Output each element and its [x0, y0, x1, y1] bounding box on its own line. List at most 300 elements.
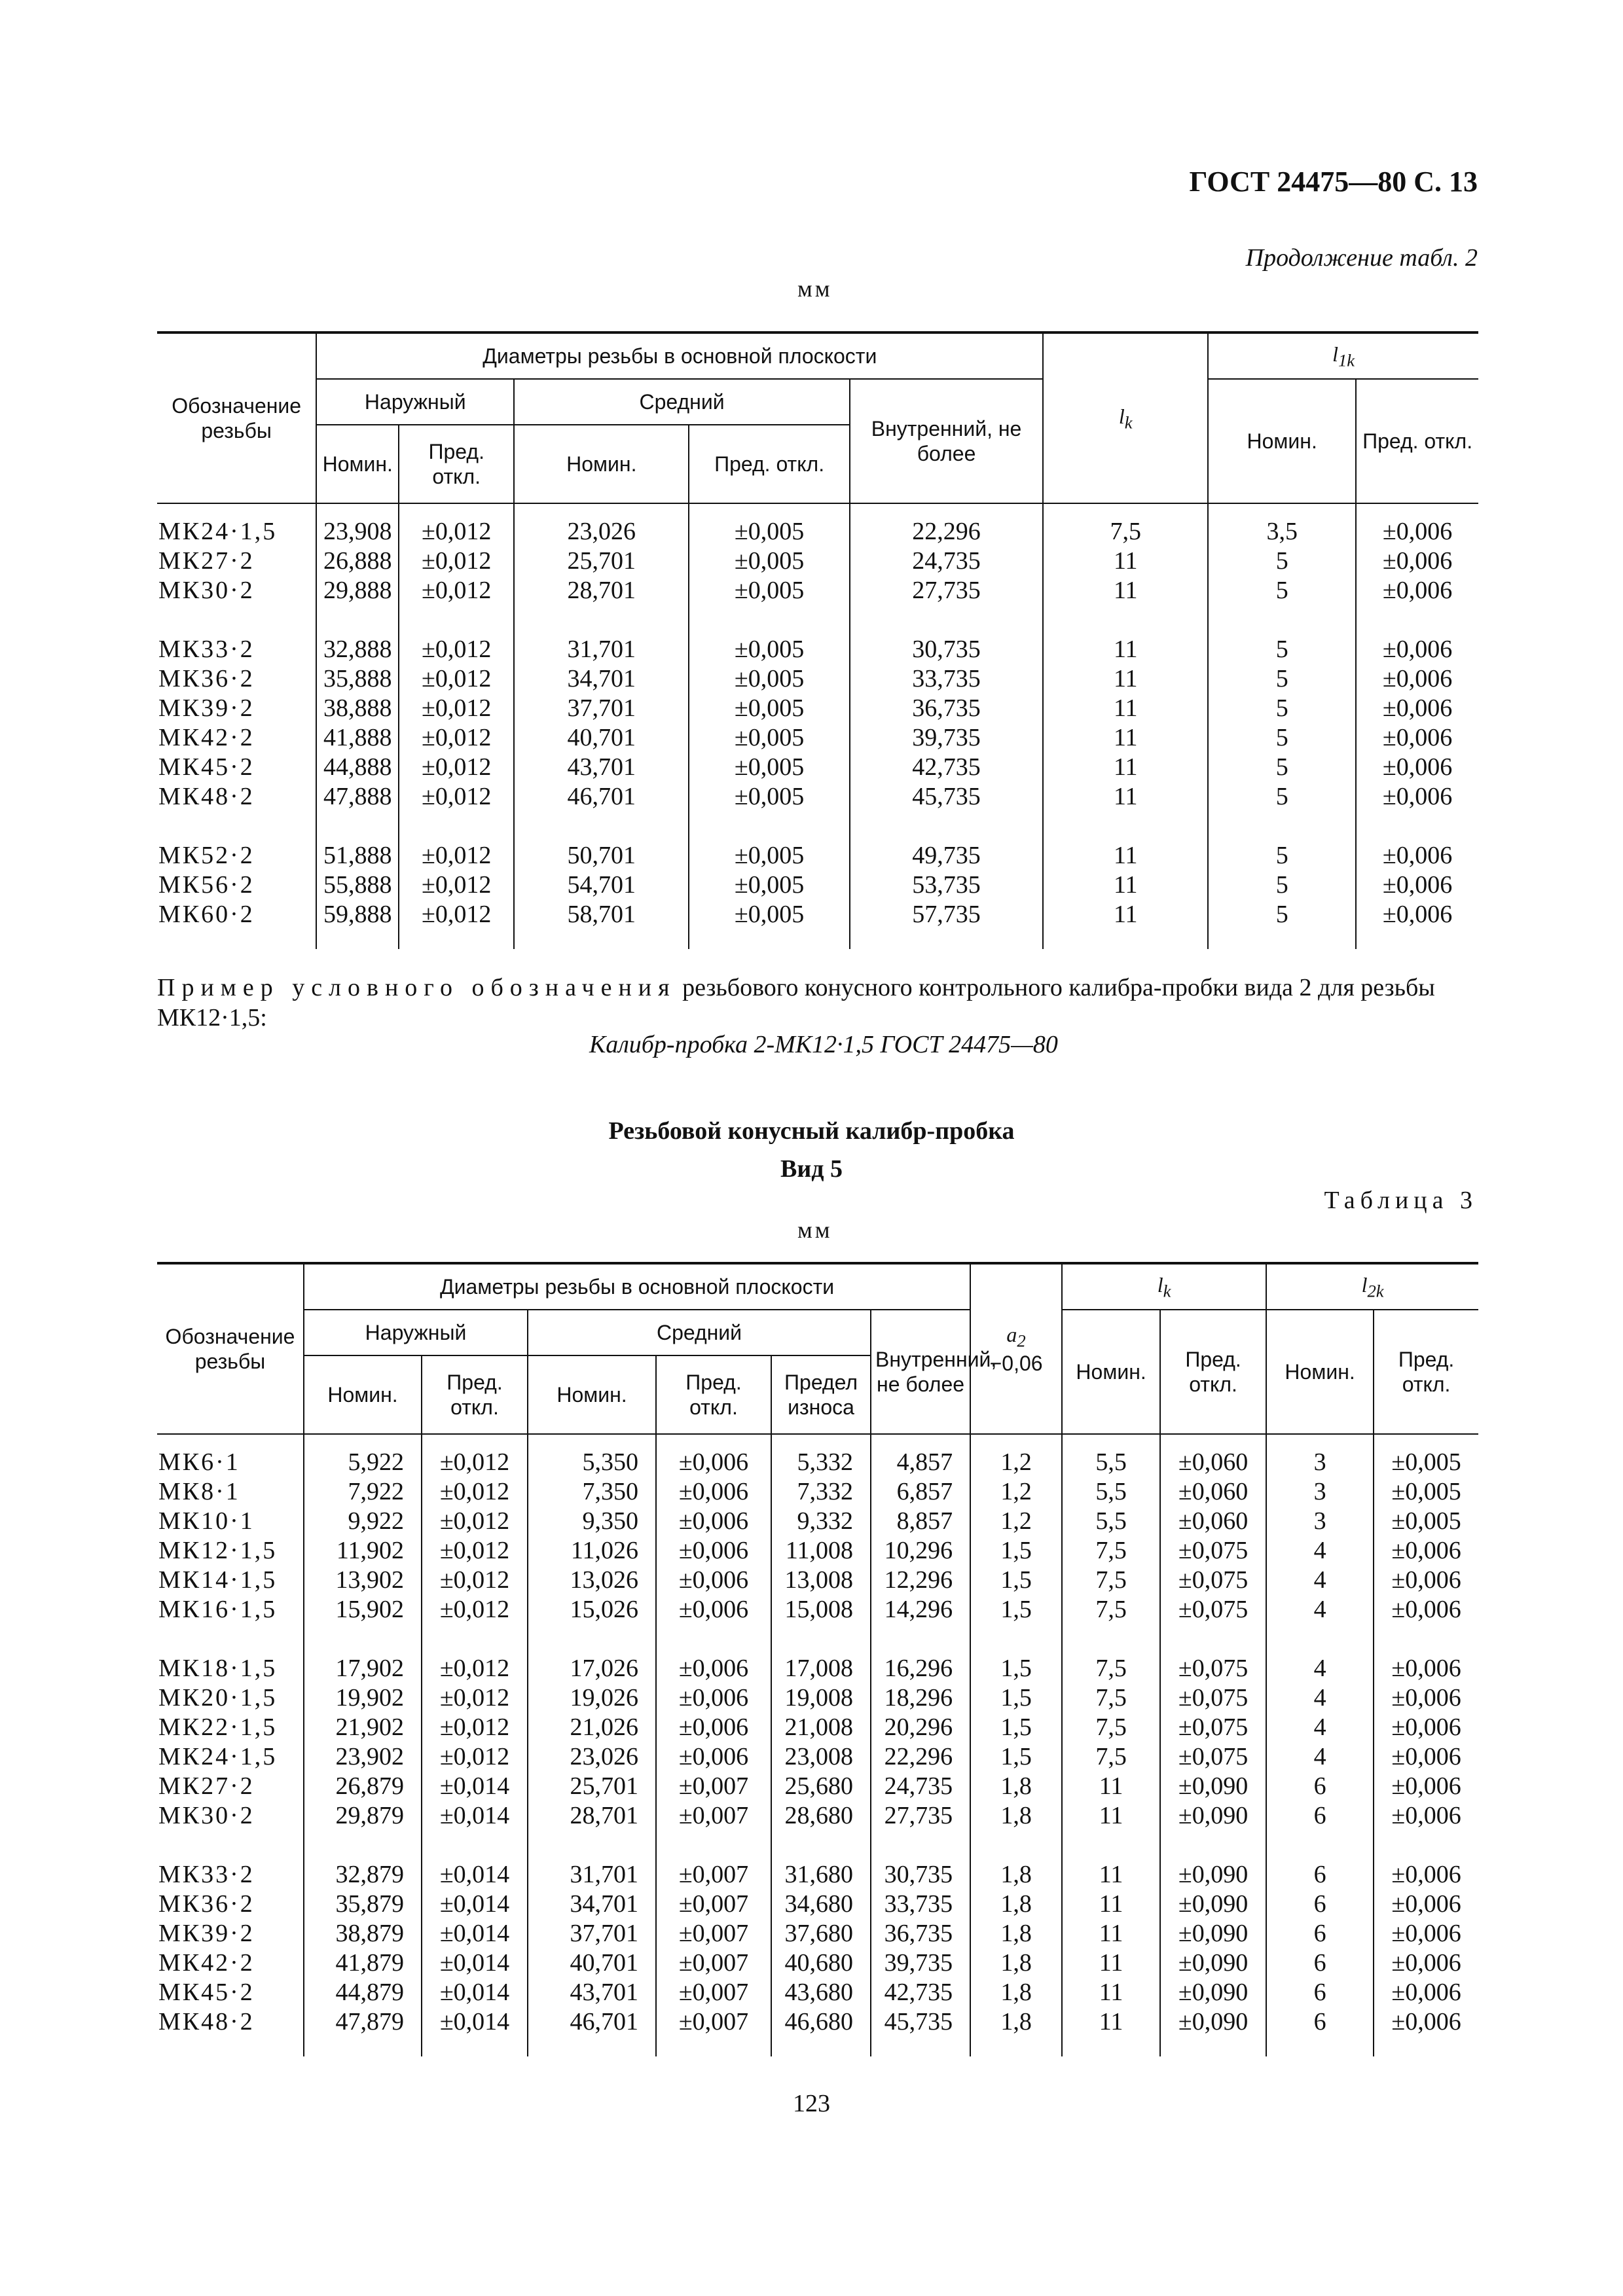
value-cell: 45,735 [871, 2007, 970, 2037]
value-cell: 8,857 [871, 1507, 970, 1536]
value-cell: 5 [1208, 841, 1356, 870]
value-cell: 47,879 [304, 2007, 422, 2037]
value-cell: 5 [1208, 664, 1356, 694]
header-middle-nominal: Номин. [528, 1355, 656, 1434]
value-cell: 26,888 [316, 547, 399, 576]
thread-designation-cell: МК42·2 [157, 1948, 304, 1978]
value-cell: 7,5 [1062, 1683, 1160, 1713]
value-cell: ±0,060 [1160, 1477, 1266, 1507]
spacer-cell [1160, 1434, 1266, 1448]
value-cell: ±0,006 [1356, 664, 1478, 694]
value-cell: 1,8 [970, 1801, 1062, 1831]
value-cell: 31,701 [528, 1860, 656, 1890]
value-cell: ±0,075 [1160, 1742, 1266, 1772]
table-row [157, 664, 1478, 694]
spacer-cell [316, 929, 399, 949]
value-cell: 6 [1266, 1860, 1374, 1890]
thread-designation-cell: МК48·2 [157, 782, 316, 812]
value-cell: 6 [1266, 1978, 1374, 2007]
value-cell: ±0,012 [422, 1566, 528, 1595]
value-cell: ±0,006 [1374, 1536, 1478, 1566]
spacer-cell [689, 929, 849, 949]
value-cell: 32,888 [316, 635, 399, 664]
value-cell: 11 [1062, 1978, 1160, 2007]
value-cell: 7,5 [1062, 1536, 1160, 1566]
header-outer-nominal: Номин. [304, 1355, 422, 1434]
value-cell: ±0,007 [656, 1890, 771, 1919]
header-l2k-nominal: Номин. [1266, 1310, 1374, 1434]
spacer-cell [399, 605, 514, 635]
thread-designation-cell: МК14·1,5 [157, 1566, 304, 1595]
thread-designation-cell: МК22·1,5 [157, 1713, 304, 1742]
value-cell: 11 [1062, 1772, 1160, 1801]
value-cell: ±0,006 [656, 1536, 771, 1566]
value-cell: 18,296 [871, 1683, 970, 1713]
table-row [157, 1772, 1478, 1801]
value-cell: 43,680 [771, 1978, 871, 2007]
spacer-cell [656, 1831, 771, 1860]
thread-designation-cell: МК56·2 [157, 870, 316, 900]
group-gap [157, 605, 1478, 635]
spacer-row [157, 1434, 1478, 1448]
spacer-cell [871, 1624, 970, 1654]
value-cell: ±0,005 [689, 635, 849, 664]
value-cell: 5 [1208, 694, 1356, 723]
spacer-cell [304, 1624, 422, 1654]
spacer-cell [771, 1831, 871, 1860]
spacer-cell [304, 1434, 422, 1448]
spacer-row [157, 929, 1478, 949]
value-cell: 9,332 [771, 1507, 871, 1536]
header-middle: Средний [528, 1310, 871, 1355]
value-cell: 1,8 [970, 1772, 1062, 1801]
spacer-cell [850, 812, 1043, 841]
value-cell: 42,735 [850, 753, 1043, 782]
value-cell: 34,680 [771, 1890, 871, 1919]
spacer-cell [157, 929, 316, 949]
value-cell: 1,8 [970, 1948, 1062, 1978]
value-cell: 6,857 [871, 1477, 970, 1507]
value-cell: 36,735 [850, 694, 1043, 723]
header-inner: Внутренний, не более [850, 379, 1043, 503]
value-cell: ±0,014 [422, 1919, 528, 1948]
thread-designation-cell: МК39·2 [157, 694, 316, 723]
spacer-cell [399, 929, 514, 949]
header-outer-nominal: Номин. [316, 425, 399, 503]
thread-designation-cell: МК36·2 [157, 664, 316, 694]
spacer-cell [316, 605, 399, 635]
value-cell: 58,701 [514, 900, 689, 929]
value-cell: 6 [1266, 2007, 1374, 2037]
table-row [157, 1683, 1478, 1713]
value-cell: ±0,006 [1374, 1683, 1478, 1713]
spacer-cell [850, 503, 1043, 517]
value-cell: 11 [1043, 753, 1208, 782]
value-cell: 28,701 [514, 576, 689, 605]
value-cell: 1,5 [970, 1742, 1062, 1772]
value-cell: ±0,006 [1374, 1801, 1478, 1831]
value-cell: 25,680 [771, 1772, 871, 1801]
value-cell: 6 [1266, 1801, 1374, 1831]
table-3-body [157, 1434, 1478, 2056]
value-cell: ±0,012 [399, 635, 514, 664]
value-cell: 6 [1266, 1772, 1374, 1801]
value-cell: 23,902 [304, 1742, 422, 1772]
value-cell: 26,879 [304, 1772, 422, 1801]
spacer-cell [1043, 812, 1208, 841]
value-cell: 12,296 [871, 1566, 970, 1595]
value-cell: 7,350 [528, 1477, 656, 1507]
value-cell: 11,902 [304, 1536, 422, 1566]
value-cell: ±0,075 [1160, 1536, 1266, 1566]
value-cell: ±0,014 [422, 1948, 528, 1978]
value-cell: ±0,012 [399, 900, 514, 929]
value-cell: 6 [1266, 1890, 1374, 1919]
table-row [157, 1448, 1478, 1477]
spacer-cell [1374, 1434, 1478, 1448]
value-cell: 34,701 [514, 664, 689, 694]
value-cell: ±0,006 [1374, 1772, 1478, 1801]
value-cell: 51,888 [316, 841, 399, 870]
value-cell: 54,701 [514, 870, 689, 900]
value-cell: ±0,014 [422, 1860, 528, 1890]
value-cell: ±0,060 [1160, 1448, 1266, 1477]
value-cell: ±0,012 [399, 841, 514, 870]
value-cell: 53,735 [850, 870, 1043, 900]
value-cell: ±0,006 [1374, 1654, 1478, 1683]
value-cell: 31,680 [771, 1860, 871, 1890]
value-cell: 49,735 [850, 841, 1043, 870]
thread-designation-cell: МК42·2 [157, 723, 316, 753]
table-row [157, 753, 1478, 782]
value-cell: 4 [1266, 1566, 1374, 1595]
table-row [157, 841, 1478, 870]
spacer-row [157, 503, 1478, 517]
table-row [157, 1801, 1478, 1831]
value-cell: 7,5 [1062, 1595, 1160, 1624]
value-cell: ±0,090 [1160, 1948, 1266, 1978]
value-cell: ±0,012 [399, 517, 514, 547]
value-cell: 11 [1043, 870, 1208, 900]
value-cell: 1,8 [970, 2007, 1062, 2037]
table-row [157, 1978, 1478, 2007]
value-cell: ±0,005 [1374, 1507, 1478, 1536]
value-cell: 11,026 [528, 1536, 656, 1566]
value-cell: 37,701 [528, 1919, 656, 1948]
value-cell: 22,296 [850, 517, 1043, 547]
table-row [157, 723, 1478, 753]
table-row [157, 1566, 1478, 1595]
header-l1k-nominal: Номин. [1208, 379, 1356, 503]
value-cell: 22,296 [871, 1742, 970, 1772]
value-cell: 15,026 [528, 1595, 656, 1624]
spacer-cell [1160, 1624, 1266, 1654]
value-cell: ±0,006 [656, 1507, 771, 1536]
section-title: Резьбовой конусный калибр-пробка [608, 1117, 1015, 1145]
value-cell: 40,701 [514, 723, 689, 753]
spacer-cell [316, 812, 399, 841]
value-cell: 11 [1043, 664, 1208, 694]
value-cell: ±0,090 [1160, 1978, 1266, 2007]
value-cell: ±0,006 [656, 1713, 771, 1742]
value-cell: 7,5 [1062, 1742, 1160, 1772]
header-outer-deviation: Пред. откл. [399, 425, 514, 503]
table-row [157, 1742, 1478, 1772]
value-cell: ±0,007 [656, 1772, 771, 1801]
header-designation: Обозначение резьбы [157, 1263, 304, 1434]
value-cell: 40,701 [528, 1948, 656, 1978]
value-cell: 19,026 [528, 1683, 656, 1713]
value-cell: ±0,012 [422, 1713, 528, 1742]
value-cell: 14,296 [871, 1595, 970, 1624]
value-cell: 5 [1208, 723, 1356, 753]
value-cell: ±0,075 [1160, 1595, 1266, 1624]
value-cell: 28,680 [771, 1801, 871, 1831]
value-cell: 5,5 [1062, 1448, 1160, 1477]
value-cell: ±0,090 [1160, 1772, 1266, 1801]
thread-designation-cell: МК48·2 [157, 2007, 304, 2037]
spacer-cell [871, 2037, 970, 2056]
value-cell: 13,902 [304, 1566, 422, 1595]
table-3-label: Таблица 3 [1324, 1187, 1478, 1214]
table-row [157, 1860, 1478, 1890]
value-cell: 1,8 [970, 1919, 1062, 1948]
value-cell: 33,735 [850, 664, 1043, 694]
header-designation: Обозначение резьбы [157, 332, 316, 503]
value-cell: 11 [1043, 841, 1208, 870]
spacer-cell [970, 1434, 1062, 1448]
section-subtitle: Вид 5 [780, 1155, 843, 1183]
spacer-cell [871, 1831, 970, 1860]
thread-designation-cell: МК52·2 [157, 841, 316, 870]
spacer-cell [157, 605, 316, 635]
value-cell: ±0,012 [422, 1477, 528, 1507]
value-cell: ±0,005 [689, 517, 849, 547]
spacer-cell [771, 1624, 871, 1654]
value-cell: 13,026 [528, 1566, 656, 1595]
spacer-cell [157, 812, 316, 841]
value-cell: 11 [1062, 1801, 1160, 1831]
value-cell: 27,735 [871, 1801, 970, 1831]
value-cell: ±0,090 [1160, 1919, 1266, 1948]
value-cell: ±0,012 [422, 1654, 528, 1683]
value-cell: 4,857 [871, 1448, 970, 1477]
header-diameters: Диаметры резьбы в основной плоскости [316, 332, 1043, 379]
value-cell: 5 [1208, 576, 1356, 605]
thread-designation-cell: МК30·2 [157, 576, 316, 605]
value-cell: 31,701 [514, 635, 689, 664]
group-gap [157, 1831, 1478, 1860]
spacer-cell [1374, 1624, 1478, 1654]
value-cell: 5,332 [771, 1448, 871, 1477]
value-cell: 11 [1062, 2007, 1160, 2037]
value-cell: 6 [1266, 1948, 1374, 1978]
value-cell: ±0,006 [1356, 694, 1478, 723]
table-row [157, 1507, 1478, 1536]
value-cell: 17,008 [771, 1654, 871, 1683]
value-cell: 15,008 [771, 1595, 871, 1624]
spacer-cell [157, 1434, 304, 1448]
value-cell: 30,735 [871, 1860, 970, 1890]
spacer-cell [970, 1624, 1062, 1654]
value-cell: 5 [1208, 782, 1356, 812]
value-cell: ±0,006 [1374, 1860, 1478, 1890]
value-cell: 11 [1043, 782, 1208, 812]
spacer-cell [1266, 2037, 1374, 2056]
value-cell: 5,350 [528, 1448, 656, 1477]
thread-designation-cell: МК10·1 [157, 1507, 304, 1536]
header-a2: $a_2$ −0,06 [970, 1263, 1062, 1434]
spacer-cell [771, 2037, 871, 2056]
value-cell: 1,5 [970, 1654, 1062, 1683]
value-cell: 16,296 [871, 1654, 970, 1683]
table-row [157, 900, 1478, 929]
thread-designation-cell: МК24·1,5 [157, 517, 316, 547]
value-cell: 3 [1266, 1507, 1374, 1536]
value-cell: 59,888 [316, 900, 399, 929]
header-lk: $l_k$ [1043, 332, 1208, 503]
value-cell: 7,5 [1062, 1654, 1160, 1683]
value-cell: ±0,006 [1356, 782, 1478, 812]
value-cell: ±0,006 [1374, 2007, 1478, 2037]
table-row [157, 694, 1478, 723]
value-cell: ±0,012 [399, 547, 514, 576]
value-cell: 27,735 [850, 576, 1043, 605]
value-cell: 1,5 [970, 1713, 1062, 1742]
value-cell: ±0,012 [399, 664, 514, 694]
value-cell: 23,008 [771, 1742, 871, 1772]
value-cell: 1,2 [970, 1448, 1062, 1477]
table-row [157, 1654, 1478, 1683]
value-cell: 38,879 [304, 1919, 422, 1948]
units-label: мм [797, 1217, 833, 1243]
spacer-cell [399, 503, 514, 517]
spacer-cell [1062, 1624, 1160, 1654]
value-cell: 4 [1266, 1742, 1374, 1772]
spacer-cell [399, 812, 514, 841]
value-cell: ±0,012 [422, 1507, 528, 1536]
spacer-cell [1043, 605, 1208, 635]
value-cell: ±0,012 [399, 576, 514, 605]
value-cell: 11 [1043, 635, 1208, 664]
value-cell: 23,026 [528, 1742, 656, 1772]
thread-designation-cell: МК12·1,5 [157, 1536, 304, 1566]
spacer-cell [850, 605, 1043, 635]
table-row [157, 782, 1478, 812]
spacer-cell [771, 1434, 871, 1448]
value-cell: 1,5 [970, 1595, 1062, 1624]
value-cell: 19,008 [771, 1683, 871, 1713]
value-cell: 21,026 [528, 1713, 656, 1742]
value-cell: 50,701 [514, 841, 689, 870]
value-cell: 5 [1208, 635, 1356, 664]
value-cell: 35,879 [304, 1890, 422, 1919]
spacer-cell [514, 605, 689, 635]
spacer-cell [514, 812, 689, 841]
value-cell: 39,735 [871, 1948, 970, 1978]
value-cell: 21,902 [304, 1713, 422, 1742]
value-cell: 21,008 [771, 1713, 871, 1742]
value-cell: ±0,006 [1374, 1978, 1478, 2007]
spacer-cell [1208, 503, 1356, 517]
value-cell: 41,888 [316, 723, 399, 753]
value-cell: 5,5 [1062, 1507, 1160, 1536]
value-cell: 29,879 [304, 1801, 422, 1831]
value-cell: 1,8 [970, 1978, 1062, 2007]
value-cell: 46,701 [514, 782, 689, 812]
value-cell: 9,350 [528, 1507, 656, 1536]
table-row [157, 1536, 1478, 1566]
thread-designation-cell: МК36·2 [157, 1890, 304, 1919]
spacer-cell [422, 1831, 528, 1860]
spacer-cell [689, 812, 849, 841]
header-middle: Средний [514, 379, 850, 425]
value-cell: ±0,012 [399, 870, 514, 900]
value-cell: ±0,005 [689, 870, 849, 900]
value-cell: 10,296 [871, 1536, 970, 1566]
value-cell: 45,735 [850, 782, 1043, 812]
spacer-cell [1356, 929, 1478, 949]
spacer-cell [157, 1831, 304, 1860]
value-cell: 11 [1043, 694, 1208, 723]
value-cell: ±0,090 [1160, 2007, 1266, 2037]
designation-example-code: Калибр-пробка 2-МК12·1,5 ГОСТ 24475—80 [589, 1031, 1058, 1058]
value-cell: 46,701 [528, 2007, 656, 2037]
value-cell: ±0,006 [1356, 576, 1478, 605]
value-cell: ±0,006 [1374, 1890, 1478, 1919]
header-l2k-deviation: Пред. откл. [1374, 1310, 1478, 1434]
value-cell: 28,701 [528, 1801, 656, 1831]
value-cell: 4 [1266, 1536, 1374, 1566]
spacer-cell [1266, 1434, 1374, 1448]
value-cell: 11 [1062, 1890, 1160, 1919]
value-cell: ±0,005 [689, 723, 849, 753]
value-cell: ±0,007 [656, 1919, 771, 1948]
value-cell: 44,879 [304, 1978, 422, 2007]
value-cell: 44,888 [316, 753, 399, 782]
value-cell: 42,735 [871, 1978, 970, 2007]
spacer-cell [850, 929, 1043, 949]
value-cell: ±0,012 [422, 1536, 528, 1566]
value-cell: 25,701 [514, 547, 689, 576]
value-cell: ±0,014 [422, 1978, 528, 2007]
value-cell: 11 [1043, 576, 1208, 605]
value-cell: ±0,006 [1356, 723, 1478, 753]
spacer-cell [1374, 2037, 1478, 2056]
value-cell: ±0,005 [689, 576, 849, 605]
header-middle-deviation: Пред. откл. [656, 1355, 771, 1434]
value-cell: ±0,012 [399, 723, 514, 753]
value-cell: 11,008 [771, 1536, 871, 1566]
value-cell: 5 [1208, 900, 1356, 929]
spacer-cell [1160, 1831, 1266, 1860]
value-cell: 5,922 [304, 1448, 422, 1477]
spacer-cell [1208, 929, 1356, 949]
value-cell: ±0,006 [1374, 1713, 1478, 1742]
value-cell: ±0,006 [656, 1566, 771, 1595]
value-cell: 38,888 [316, 694, 399, 723]
header-l1k-deviation: Пред. откл. [1356, 379, 1478, 503]
value-cell: ±0,006 [1374, 1948, 1478, 1978]
value-cell: 1,2 [970, 1477, 1062, 1507]
table-row [157, 1948, 1478, 1978]
value-cell: ±0,005 [689, 900, 849, 929]
value-cell: 4 [1266, 1654, 1374, 1683]
value-cell: ±0,075 [1160, 1654, 1266, 1683]
value-cell: ±0,007 [656, 1860, 771, 1890]
value-cell: ±0,014 [422, 2007, 528, 2037]
table-row [157, 1890, 1478, 1919]
